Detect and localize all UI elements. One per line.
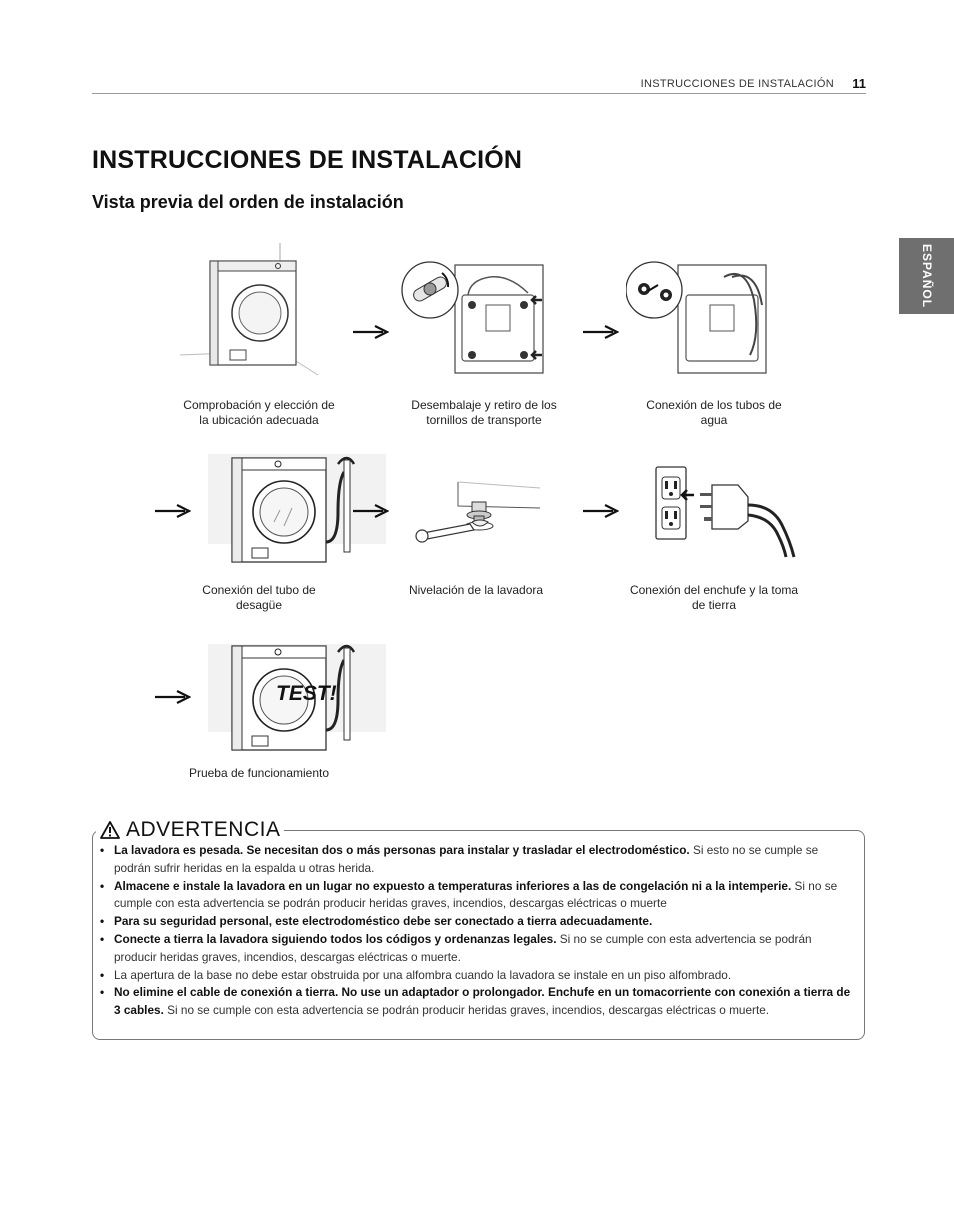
warning-item: • La lavadora es pesada. Se necesitan dos o más personas para instalar y trasladar el electrodoméstico. Si esto no se cumple se podrán sufrir heridas en la espalda u otras herida. <box>100 842 852 878</box>
step-caption: Nivelación de la lavadora <box>408 583 544 597</box>
warning-heading <box>96 818 284 842</box>
next-step-arrow-icon <box>583 504 619 518</box>
test-label: TEST! <box>276 682 337 705</box>
warning-item: • Conecte a tierra la lavadora siguiendo todos los códigos y ordenanzas legales. Si no se cumple con esta advertencia se podrán producir heridas graves, incendios, descargas eléctricas o muerte. <box>100 931 852 967</box>
test-run-illustration <box>208 640 388 755</box>
section-title: Vista previa del orden de instalación <box>92 192 404 212</box>
language-tab-label: ESPAÑOL <box>919 243 934 309</box>
warning-item: • Almacene e instale la lavadora en un lugar no expuesto a temperaturas inferiores a las de congelación ni a la intemperie. Si no se cumple con esta advertencia se podrán producir heridas graves, incendios, descargas eléctricas o muerte <box>100 878 852 914</box>
step-caption: Comprobación y elección de la ubicación adecuada <box>183 398 335 427</box>
water-hose-connection-illustration <box>626 255 776 380</box>
next-step-arrow-icon <box>155 690 191 704</box>
header-section-title: INSTRUCCIONES DE INSTALACIÓN <box>640 78 834 90</box>
step-caption: Conexión de los tubos de agua <box>646 398 782 427</box>
step-caption: Conexión del tubo de desagüe <box>202 583 316 612</box>
leveling-feet-illustration <box>410 478 550 553</box>
warning-item: • No elimine el cable de conexión a tierra. No use un adaptador o prolongador. Enchufe en un tomacorriente con conexión a tierra de 3 cables. Si no se cumple con esta advertencia se podrán producir heridas graves, incendios, descargas eléctricas o muerte. <box>100 984 852 1020</box>
next-step-arrow-icon <box>353 504 389 518</box>
warning-item: • La apertura de la base no debe estar obstruida por una alfombra cuando la lavadora se instale en un piso alfombrado. <box>100 967 852 985</box>
step-caption: Conexión del enchufe y la toma de tierra <box>629 583 799 612</box>
page-title: INSTRUCCIONES DE INSTALACIÓN <box>92 146 523 174</box>
language-tab <box>899 238 954 314</box>
warning-item: • Para su seguridad personal, este electrodoméstico debe ser conectado a tierra adecuadamente. <box>100 913 852 931</box>
page-number: 11 <box>852 76 866 91</box>
next-step-arrow-icon <box>583 325 619 339</box>
next-step-arrow-icon <box>155 504 191 518</box>
washer-location-illustration <box>180 243 320 378</box>
warning-list <box>100 842 852 1020</box>
warning-title: ADVERTENCIA <box>126 818 281 841</box>
unpacking-bolts-illustration <box>400 255 550 380</box>
step-caption: Prueba de funcionamiento <box>188 766 330 780</box>
running-header <box>92 76 866 94</box>
grounded-plug-illustration <box>652 465 800 560</box>
warning-triangle-icon <box>100 821 120 839</box>
next-step-arrow-icon <box>353 325 389 339</box>
step-caption: Desembalaje y retiro de los tornillos de transporte <box>411 398 557 427</box>
